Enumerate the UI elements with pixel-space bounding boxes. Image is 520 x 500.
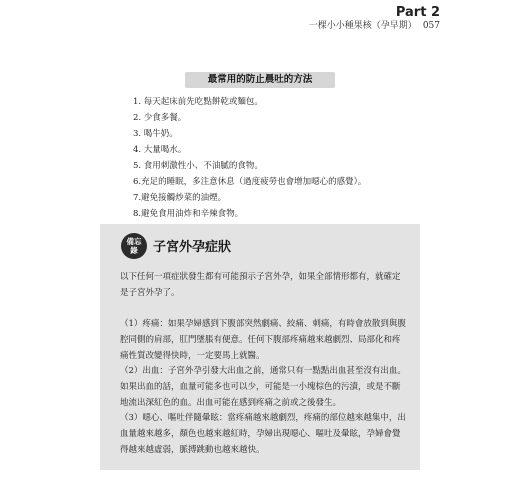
chapter-subtitle: 一棵小小種果核（孕早期） bbox=[308, 21, 417, 31]
page-number: 057 bbox=[422, 21, 440, 31]
running-header bbox=[309, 6, 440, 32]
tip-item: 7.避免接觸炒菜的油煙。 bbox=[133, 193, 227, 203]
tip-item: 1. 每天起床前先吃點餅乾或麵包。 bbox=[133, 97, 263, 107]
section-title: 子宮外孕症狀 bbox=[153, 240, 232, 255]
morning-sickness-tips-box bbox=[100, 72, 420, 220]
symptom-pain-paragraph: （1）疼痛：如果孕婦感到下腹部突然劇痛、絞痛、刺痛，有時會放散到與腹腔同側的肩部，肛門墜脹有便意。任何下腹部疼痛越來越劇烈、局部化和疼痛性質改變得快時，一定要馬上就醫。 bbox=[120, 319, 406, 361]
chapter-subtitle-line bbox=[309, 20, 440, 32]
tip-item: 4. 大量喝水。 bbox=[133, 145, 187, 155]
symptom-bleeding-paragraph: （2）出血：子宮外孕引發大出血之前，通常只有一點點出血甚至沒有出血。如果出血的話，血量可能多也可以少，可能是一小塊棕色的污漬，或是不斷地流出深紅色的血。出血可能在感到疼痛之前或之後發生。 bbox=[120, 366, 406, 408]
tip-item: 6.充足的睡眠，多注意休息（過度疲勞也會增加噁心的感覺）。 bbox=[133, 177, 367, 187]
tip-item: 5. 食用刺激性小、不油膩的食物。 bbox=[133, 161, 263, 171]
memo-badge bbox=[121, 233, 147, 259]
part-title: Part 2 bbox=[395, 5, 440, 20]
ectopic-pregnancy-memo-section bbox=[100, 224, 420, 470]
tip-item: 2. 少食多餐。 bbox=[133, 113, 187, 123]
tip-item: 3. 喝牛奶。 bbox=[133, 129, 178, 139]
memo-badge-label: 備忘錄 bbox=[126, 237, 142, 255]
intro-paragraph: 以下任何一項症狀發生都有可能預示子宮外孕，如果全部情形都有，就確定是子宮外孕了。 bbox=[120, 272, 401, 298]
symptom-nausea-paragraph: （3）噁心、嘔吐伴隨暈眩：當疼痛越來越劇烈，疼痛的部位越來越集中，出血量越來越多，顏色也越來越紅時，孕婦出現噁心、嘔吐及暈眩，孕婦會覺得越來越虛弱，脈搏跳動也越來越快。 bbox=[120, 413, 406, 455]
tips-list bbox=[133, 94, 366, 222]
tips-title: 最常用的防止晨吐的方法 bbox=[185, 72, 335, 88]
tip-item: 8.避免食用油炸和辛辣食物。 bbox=[133, 209, 244, 219]
